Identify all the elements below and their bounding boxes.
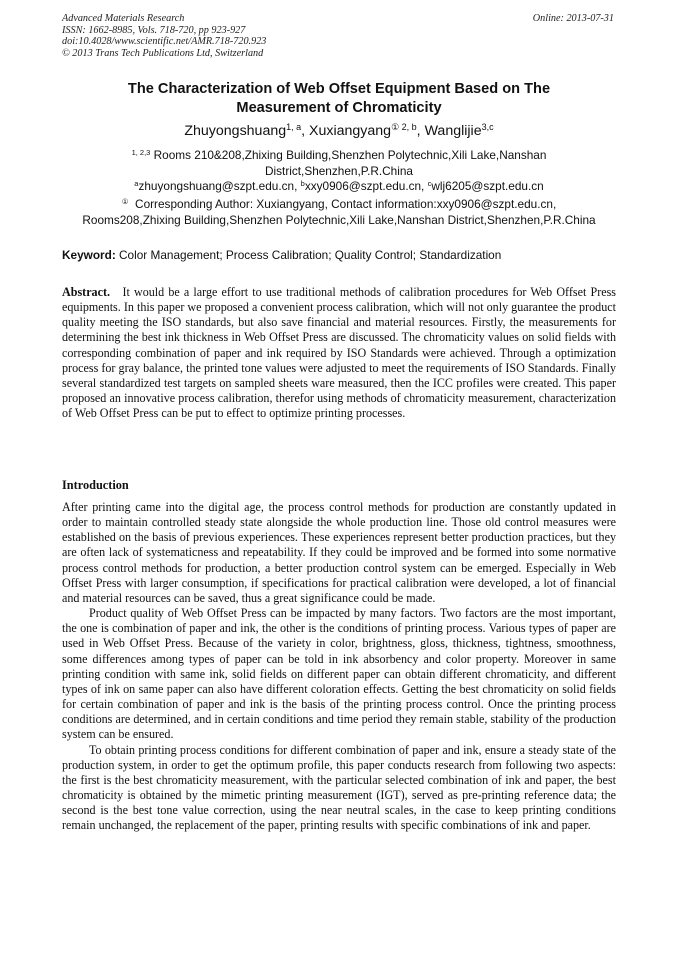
affiliation-line-1: $^{1, 2,3}$ Rooms 210&208,Zhixing Building,Shenzhen Polytechnic,Xili Lake,Nanshan: [131, 148, 547, 162]
journal-copyright: © 2013 Trans Tech Publications Ltd, Switzerland: [62, 47, 264, 59]
author-emails: $^a$zhuyongshuang@szpt.edu.cn, $^b$xxy0906@szpt.edu.cn, $^c$wlj6205@szpt.edu.cn: [134, 179, 544, 193]
title-line-1: The Characterization of Web Offset Equipment Based on The: [127, 81, 551, 97]
journal-header: [62, 13, 266, 59]
online-date: Online: 2013-07-31: [532, 13, 614, 24]
corresponding-author: [62, 197, 616, 228]
intro-paragraph-2: Product quality of Web Offset Press can be impacted by many factors. Two factors are the most important, the one is combination of paper and ink, the other is the conditions of printing process. Various types of paper are used in Web Offset Press. Because of the variety in color, brightness, gloss, thickness, tightness, smoothness, some differences among types of paper can be told in ink absorbency and color property. Moreover in same printing condition with same ink, solid fields on different paper can obtain different chromaticity, and different types of ink on same paper can also have different coloration effects. Getting the best chromaticity on solid fields for certain combination of paper and ink is the basis of the printing process control. Once the printing process conditions are determined, and in certain conditions and time period they remain stable, stability of the production system can be ensured.: [62, 606, 616, 742]
author-3-affil: 3,c: [481, 122, 494, 132]
corresponding-marker: ①: [121, 197, 129, 206]
journal-name: Advanced Materials Research: [62, 13, 185, 24]
abstract: [62, 285, 616, 421]
intro-paragraph-1: After printing came into the digital age, the process control methods for production are constantly updated in order to maintain controlled steady state alongside the whole production line. Those old control measures were established on the basis of previous experiences. These experiences represent better production practices, but they are often lack of systematicness and repeatability. If they could be improved and be formed into some normative process control methods for production, a better production control system can be emerged. Especially in Web Offset Press with larger consumption, if specifications for practical calibration were developed, a lot of financial and material resources can be saved, thus a great significance could be made.: [62, 500, 616, 605]
author-2-affil: ① 2, b: [391, 122, 417, 132]
author-3: Wanglijie: [424, 123, 482, 139]
affiliation-marker: 1, 2,3: [131, 148, 151, 157]
email-c: wlj6205@szpt.edu.cn: [431, 179, 544, 193]
author-2: Xuxiangyang: [309, 123, 392, 139]
keywords-label: Keyword:: [62, 248, 116, 262]
author-1-affil: 1, a: [286, 122, 302, 132]
affiliation-line-2: District,Shenzhen,P.R.China: [265, 163, 413, 178]
corresponding-line-2: Rooms208,Zhixing Building,Shenzhen Polytechnic,Xili Lake,Nanshan District,Shenzhen,P.R.China: [82, 212, 596, 227]
introduction-heading: Introduction: [62, 478, 129, 492]
email-b: xxy0906@szpt.edu.cn,: [304, 179, 425, 193]
paper-title: [62, 80, 616, 118]
affiliation-block: [62, 148, 616, 195]
journal-issn: ISSN: 1662-8985, Vols. 718-720, pp 923-927: [62, 24, 246, 36]
keywords-text: Color Management; Process Calibration; Quality Control; Standardization: [119, 248, 502, 262]
corresponding-line-1: ① Corresponding Author: Xuxiangyang, Contact information:xxy0906@szpt.edu.cn,: [121, 197, 557, 211]
keywords: [62, 248, 616, 263]
author-list: Zhuyongshuang$^{1, a}$, Xuxiangyang$^{① 2, b}$, Wanglijie$^{3,c}$: [184, 122, 494, 139]
journal-doi: doi:10.4028/www.scientific.net/AMR.718-720.923: [62, 36, 267, 47]
abstract-text: It would be a large effort to use traditional methods of calibration procedures for Web Offset Press equipments. In this paper we proposed a convenient process calibration, which will not only guarantee the product quality meeting the ISO standards, but also save financial and material resources. Firstly, the measurements for determining the best ink thickness in Web Offset Press are discussed. The chromaticity values on solid fields with corresponding combination of paper and ink required by ISO Standards were achieved. Through a optimization process for gray balance, the printed tone values were adjusted to meet the requirements of ISO Standards. Finally several standardized test targets on sampled sheets ware measured, then the ICC profiles were created. This paper proposed an innovative process calibration, therefor using methods of chromaticity measurement, characterization of Web Offset Press can be put to effect to optimize printing processes.: [62, 285, 616, 421]
email-a: zhuyongshuang@szpt.edu.cn,: [138, 179, 298, 193]
author-1: Zhuyongshuang: [184, 123, 287, 139]
introduction-body: [62, 500, 616, 833]
abstract-label: Abstract.: [62, 285, 111, 299]
intro-paragraph-3: To obtain printing process conditions for different combination of paper and ink, ensure a steady state of the production system, in order to get the optimum profile, this paper conducts research from following two aspects: the first is the best chromaticity measurement, with the particular selected combination of ink and paper, the best chromaticity is obtained by the mimetic printing measurement (IGT), served as pre-printing reference data; the second is the best tone value correction, using the near neutral scales, in the case to keep printing conditions remain unchanged, the replacement of the paper, printing results with specific combinations of ink and paper.: [62, 742, 616, 833]
title-line-2: Measurement of Chromaticity: [236, 100, 442, 116]
